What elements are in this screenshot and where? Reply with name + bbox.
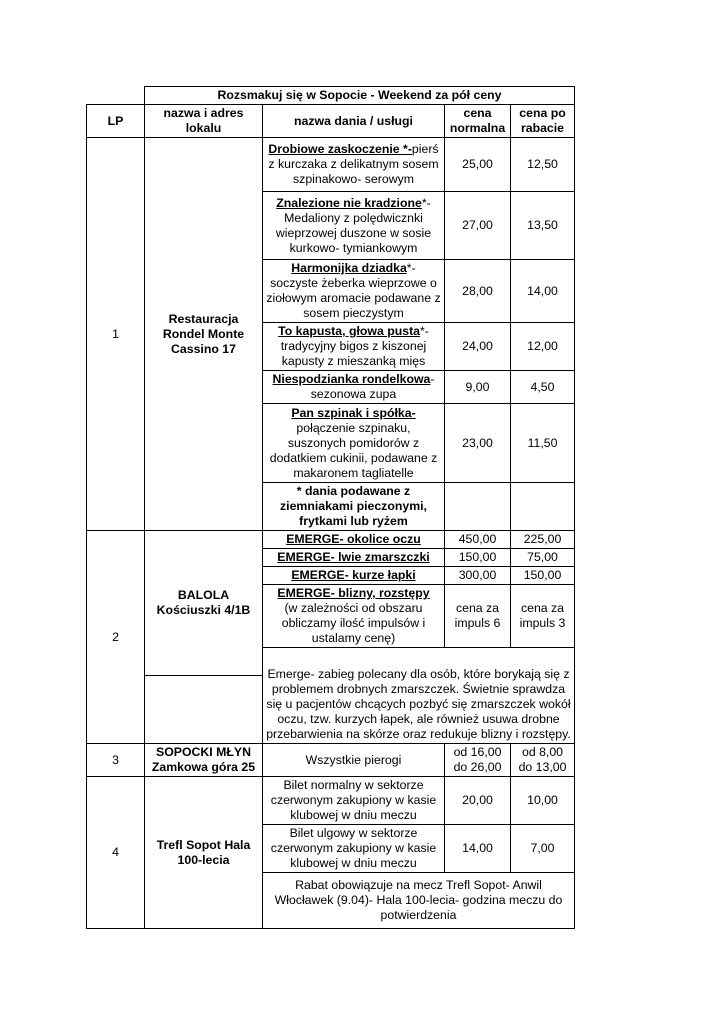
dish-cell [263,192,445,260]
header-dish: nazwa dania / usługi [263,105,445,138]
dish-desc: - sezonowa zupa [310,372,435,401]
price-discount: 11,50 [511,404,575,483]
trefl-note: Rabat obowiązuje na mecz Trefl Sopot- Anwil Włocławek (9.04)- Hala 100-lecia- godzina meczu do potwierdzenia [263,873,575,929]
dish-title: EMERGE- lwie zmarszczki [277,550,430,564]
price-discount: cena za impuls 3 [511,585,575,648]
venue-lp: 1 [87,138,145,531]
price-normal: 27,00 [445,192,511,260]
venue-lp: 4 [87,777,145,929]
dish-cell [263,371,445,404]
price-discount: od 8,00 do 13,00 [511,744,575,777]
dish-title: EMERGE- okolice oczu [286,532,421,546]
price-discount: 75,00 [511,549,575,567]
dish-cell [263,777,445,825]
dish-desc: pierś z kurczaka z delikatnym sosem szpinakowo- serowym [268,142,439,186]
dish-title: Znalezione nie kradzione [276,195,422,210]
header-price-discount: cena po rabacie [511,105,575,138]
price-normal: 20,00 [445,777,511,825]
table-title: Rozsmakuj się w Sopocie - Weekend za pół ceny [145,87,575,105]
price-discount: 13,50 [511,192,575,260]
table-row [87,531,575,549]
price-discount: 10,00 [511,777,575,825]
header-venue: nazwa i adres lokalu [145,105,263,138]
dish-cell [263,825,445,873]
price-discount: 7,00 [511,825,575,873]
dish-cell [263,744,445,777]
dish-cell [263,404,445,483]
empty-cell [511,483,575,531]
dish-desc: *- tradycyjny bigos z kiszonej kapusty z mieszanką mięs [280,324,429,368]
header-price-normal: cena normalna [445,105,511,138]
dish-title: Pan szpinak i spółka- [291,405,416,420]
price-normal: od 16,00 do 26,00 [445,744,511,777]
price-normal: 28,00 [445,260,511,323]
price-discount: 14,00 [511,260,575,323]
emerge-note: Emerge- zabieg polecany dla osób, które borykają się z problemem drobnych zmarszczek. Świetnie sprawdza się u pacjentów chcących pozbyć się zmarszczek wokół oczu, tzw. kurzych łapek, ale również usuwa drobne przebarwienia na skórze oraz redukuje blizny i rozstępy. [263,648,575,744]
dish-title: Drobiowe zaskoczenie *- [268,142,412,156]
dish-desc: *- Medaliony z polędwicznki wieprzowej duszone w sosie kurkowo- tymiankowym [275,195,432,255]
venue-name: BALOLA Kościuszki 4/1B [145,531,263,676]
header-lp: LP [87,105,145,138]
price-normal: 23,00 [445,404,511,483]
price-discount: 12,00 [511,323,575,371]
venue-lp: 3 [87,744,145,777]
promo-table [86,86,575,929]
dish-title: EMERGE- kurze łapki [291,568,416,582]
price-normal: 24,00 [445,323,511,371]
empty-cell [445,483,511,531]
dish-title: Niespodzianka rondelkowa [272,372,431,386]
price-normal: 9,00 [445,371,511,404]
dish-title: Harmonijka dziadka [291,261,407,275]
price-discount: 225,00 [511,531,575,549]
price-discount: 4,50 [511,371,575,404]
dish-desc: połączenie szpinaku, suszonych pomidorów z dodatkiem cukinii, podawane z makaronem tagliatelle [269,420,438,480]
price-normal: 25,00 [445,138,511,192]
dish-cell [263,585,445,648]
price-normal: 450,00 [445,531,511,549]
dish-cell [263,323,445,371]
blank-corner [87,87,145,105]
price-normal: 300,00 [445,567,511,585]
price-normal: 150,00 [445,549,511,567]
dish-title: Bilet ulgowy w sektorze czerwonym zakupiony w kasie klubowej w dniu meczu [270,826,437,870]
footnote: * dania podawane z ziemniakami pieczonymi, frytkami lub ryżem [263,483,445,531]
price-normal: cena za impuls 6 [445,585,511,648]
dish-title: Bilet normalny w sektorze czerwonym zakupiony w kasie klubowej w dniu meczu [270,778,437,822]
dish-cell [263,567,445,585]
price-discount: 150,00 [511,567,575,585]
dish-cell [263,549,445,567]
venue-name: Trefl Sopot Hala 100-lecia [145,777,263,929]
dish-cell [263,138,445,192]
price-discount: 12,50 [511,138,575,192]
table-row [87,744,575,777]
dish-cell [263,531,445,549]
dish-title: To kapusta, głowa pusta [278,324,420,338]
table-row [87,777,575,825]
dish-desc: *- soczyste żeberka wieprzowe o ziołowym aromacie podawane z sosem pieczystym [266,261,441,320]
dish-cell [263,260,445,323]
price-normal: 14,00 [445,825,511,873]
empty-cell [145,676,263,744]
venue-name: SOPOCKI MŁYN Zamkowa góra 25 [145,744,263,777]
venue-name: Restauracja Rondel Monte Cassino 17 [145,138,263,531]
table-row [87,138,575,192]
dish-title: Wszystkie pierogi [305,752,402,767]
dish-desc: (w zależności od obszaru obliczamy ilość impulsów i ustalamy cenę) [281,601,426,645]
dish-title: EMERGE- blizny, rozstępy [277,586,430,600]
venue-lp: 2 [87,531,145,744]
